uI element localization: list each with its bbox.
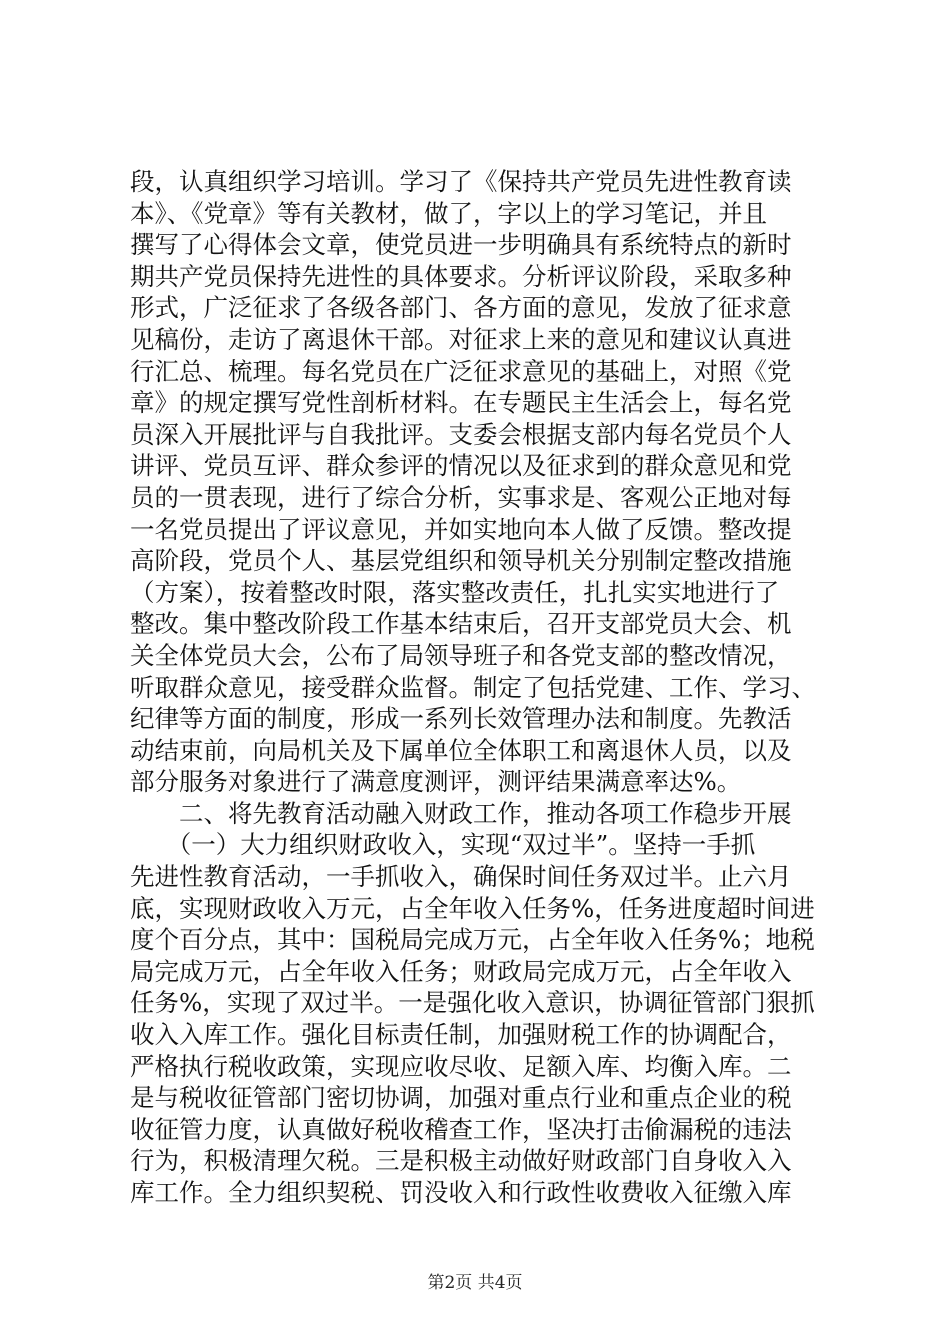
text-line: 见稿份，走访了离退休干部。对征求上来的意见和建议认真进	[130, 324, 792, 354]
text-line: 局完成万元，占全年收入任务；财政局完成万元，占全年收入	[130, 956, 792, 986]
text-line: 动结束前，向局机关及下属单位全体职工和离退休人员，以及	[130, 735, 792, 765]
text-line: 撰写了心得体会文章，使党员进一步明确具有系统特点的新时	[130, 230, 792, 260]
text-line: 底，实现财政收入万元，占全年收入任务%，任务进度超时间进	[130, 893, 815, 923]
text-line: 讲评、党员互评、群众参评的情况以及征求到的群众意见和党	[130, 451, 792, 481]
text-line: 是与税收征管部门密切协调，加强对重点行业和重点企业的税	[130, 1083, 792, 1113]
text-line: 员的一贯表现，进行了综合分析，实事求是、客观公正地对每	[130, 482, 792, 512]
text-line: 本》、《党章》等有关教材，做了，字以上的学习笔记，并且	[130, 198, 767, 228]
text-line: 一名党员提出了评议意见，并如实地向本人做了反馈。整改提	[130, 514, 792, 544]
text-line: 段，认真组织学习培训。学习了《保持共产党员先进性教育读	[130, 167, 792, 196]
text-line: 严格执行税收政策，实现应收尽收、足额入库、均衡入库。二	[130, 1051, 792, 1081]
text-line: 二、将先教育活动融入财政工作，推动各项工作稳步开展	[130, 798, 792, 828]
text-line: 高阶段，党员个人、基层党组织和领导机关分别制定整改措施	[130, 546, 792, 576]
text-line: 员深入开展批评与自我批评。支委会根据支部内每名党员个人	[130, 419, 792, 449]
text-line: 章》的规定撰写党性剖析材料。在专题民主生活会上，每名党	[130, 388, 792, 418]
body-text	[130, 166, 830, 1209]
text-line: 库工作。全力组织契税、罚没收入和行政性收费收入征缴入库	[130, 1178, 792, 1207]
text-line: 行汇总、梳理。每名党员在广泛征求意见的基础上，对照《党	[130, 356, 792, 386]
page-footer: 第2页 共4页	[427, 1273, 523, 1293]
text-line: 任务%，实现了双过半。一是强化收入意识，协调征管部门狠抓	[130, 988, 815, 1018]
text-line: （方案），按着整改时限，落实整改责任，扎扎实实地进行了	[130, 577, 780, 607]
text-line: （一）大力组织财政收入，实现“双过半”。坚持一手抓	[130, 830, 756, 860]
text-line: 关全体党员大会，公布了局领导班子和各党支部的整改情况，	[130, 640, 792, 670]
text-line: 部分服务对象进行了满意度测评，测评结果满意率达%。	[130, 767, 742, 797]
text-line: 整改。集中整改阶段工作基本结束后，召开支部党员大会、机	[130, 609, 792, 639]
text-line: 先进性教育活动，一手抓收入，确保时间任务双过半。止六月	[130, 862, 792, 892]
text-line: 行为，积极清理欠税。三是积极主动做好财政部门自身收入入	[130, 1146, 792, 1176]
text-line: 收入入库工作。强化目标责任制，加强财税工作的协调配合，	[130, 1020, 792, 1050]
text-line: 收征管力度，认真做好税收稽查工作，坚决打击偷漏税的违法	[130, 1114, 792, 1144]
text-line: 听取群众意见，接受群众监督。制定了包括党建、工作、学习、	[130, 672, 816, 702]
text-line: 期共产党员保持先进性的具体要求。分析评议阶段，采取多种	[130, 261, 792, 291]
text-line: 形式，广泛征求了各级各部门、各方面的意见，发放了征求意	[130, 293, 792, 323]
text-line: 度个百分点，其中：国税局完成万元，占全年收入任务%；地税	[130, 925, 815, 955]
text-line: 纪律等方面的制度，形成一系列长效管理办法和制度。先教活	[130, 704, 792, 734]
